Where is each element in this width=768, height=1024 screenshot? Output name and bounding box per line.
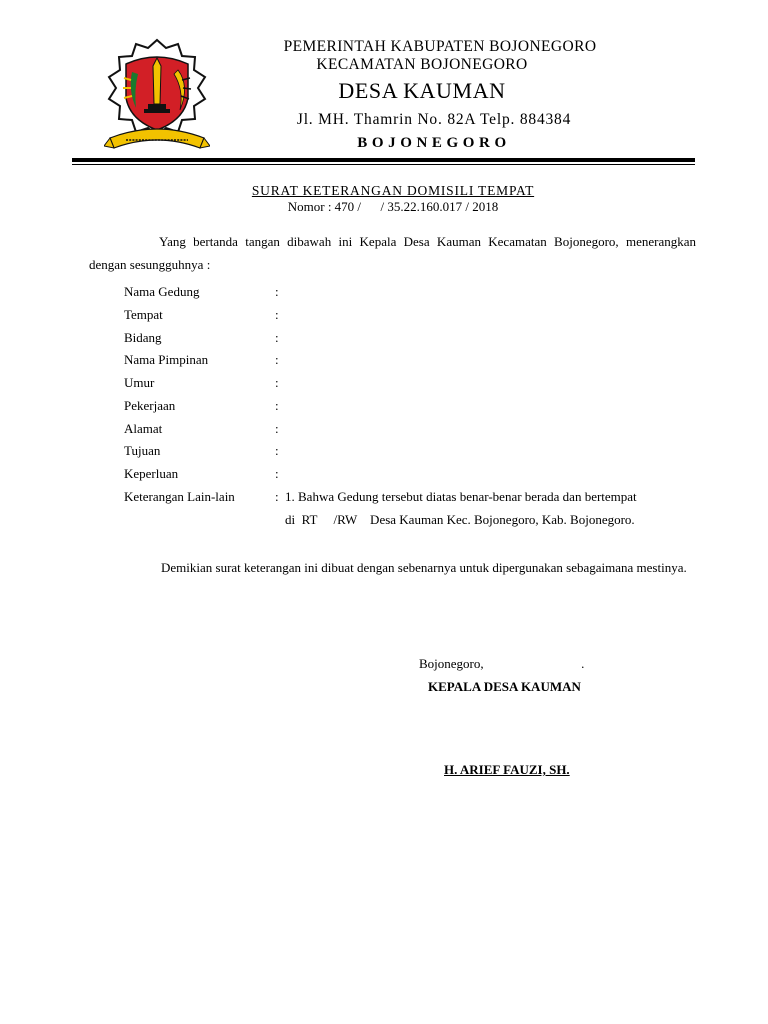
field-label: Tujuan bbox=[124, 443, 161, 458]
field-colon: : bbox=[275, 375, 279, 390]
document-title: SURAT KETERANGAN DOMISILI TEMPAT bbox=[251, 183, 535, 198]
field-colon: : bbox=[275, 352, 279, 367]
header-district: KECAMATAN BOJONEGORO bbox=[316, 56, 528, 73]
closing-paragraph: Demikian surat keterangan ini dibuat dengan sebenarnya untuk dipergunakan sebagaimana mestinya. bbox=[161, 560, 687, 575]
field-colon: : bbox=[275, 466, 279, 481]
field-label: Bidang bbox=[124, 330, 162, 345]
field-colon: : bbox=[275, 284, 279, 299]
intro-paragraph: Yang bertanda tangan dibawah ini Kepala Desa Kauman Kecamatan Bojonegoro, menerangkan dengan sesungguhnya : bbox=[89, 234, 696, 272]
field-label: Keperluan bbox=[124, 466, 179, 481]
field-label: Nama Gedung bbox=[124, 284, 200, 299]
field-colon: : bbox=[275, 443, 279, 458]
header-city: BOJONEGORO bbox=[357, 135, 511, 151]
signature-title: KEPALA DESA KAUMAN bbox=[428, 679, 581, 694]
field-label: Pekerjaan bbox=[124, 398, 176, 413]
field-colon: : bbox=[275, 330, 279, 345]
field-label: Keterangan Lain-lain bbox=[124, 489, 235, 504]
document-number: Nomor : 470 / / 35.22.160.017 / 2018 bbox=[287, 199, 499, 214]
bojonegoro-regency-crest-icon bbox=[104, 36, 210, 156]
header-divider-thin bbox=[72, 164, 695, 165]
header-address: Jl. MH. Thamrin No. 82A Telp. 884384 bbox=[296, 111, 572, 128]
field-colon: : bbox=[275, 307, 279, 322]
field-label: Tempat bbox=[124, 307, 163, 322]
keterangan-line-2: di RT /RW Desa Kauman Kec. Bojonegoro, Kab. Bojonegoro. bbox=[285, 512, 635, 527]
field-colon: : bbox=[275, 398, 279, 413]
field-colon: : bbox=[275, 489, 279, 504]
header-government: PEMERINTAH KABUPATEN BOJONEGORO bbox=[283, 38, 597, 55]
keterangan-line-1: 1. Bahwa Gedung tersebut diatas benar-benar berada dan bertempat bbox=[285, 489, 637, 504]
field-label: Umur bbox=[124, 375, 155, 390]
field-colon: : bbox=[275, 421, 279, 436]
signature-name: H. ARIEF FAUZI, SH. bbox=[444, 762, 570, 777]
field-label: Nama Pimpinan bbox=[124, 352, 209, 367]
field-label: Alamat bbox=[124, 421, 163, 436]
signature-place-date: Bojonegoro, . bbox=[419, 656, 585, 671]
header-divider-thick bbox=[72, 158, 695, 162]
header-village: DESA KAUMAN bbox=[338, 78, 506, 103]
